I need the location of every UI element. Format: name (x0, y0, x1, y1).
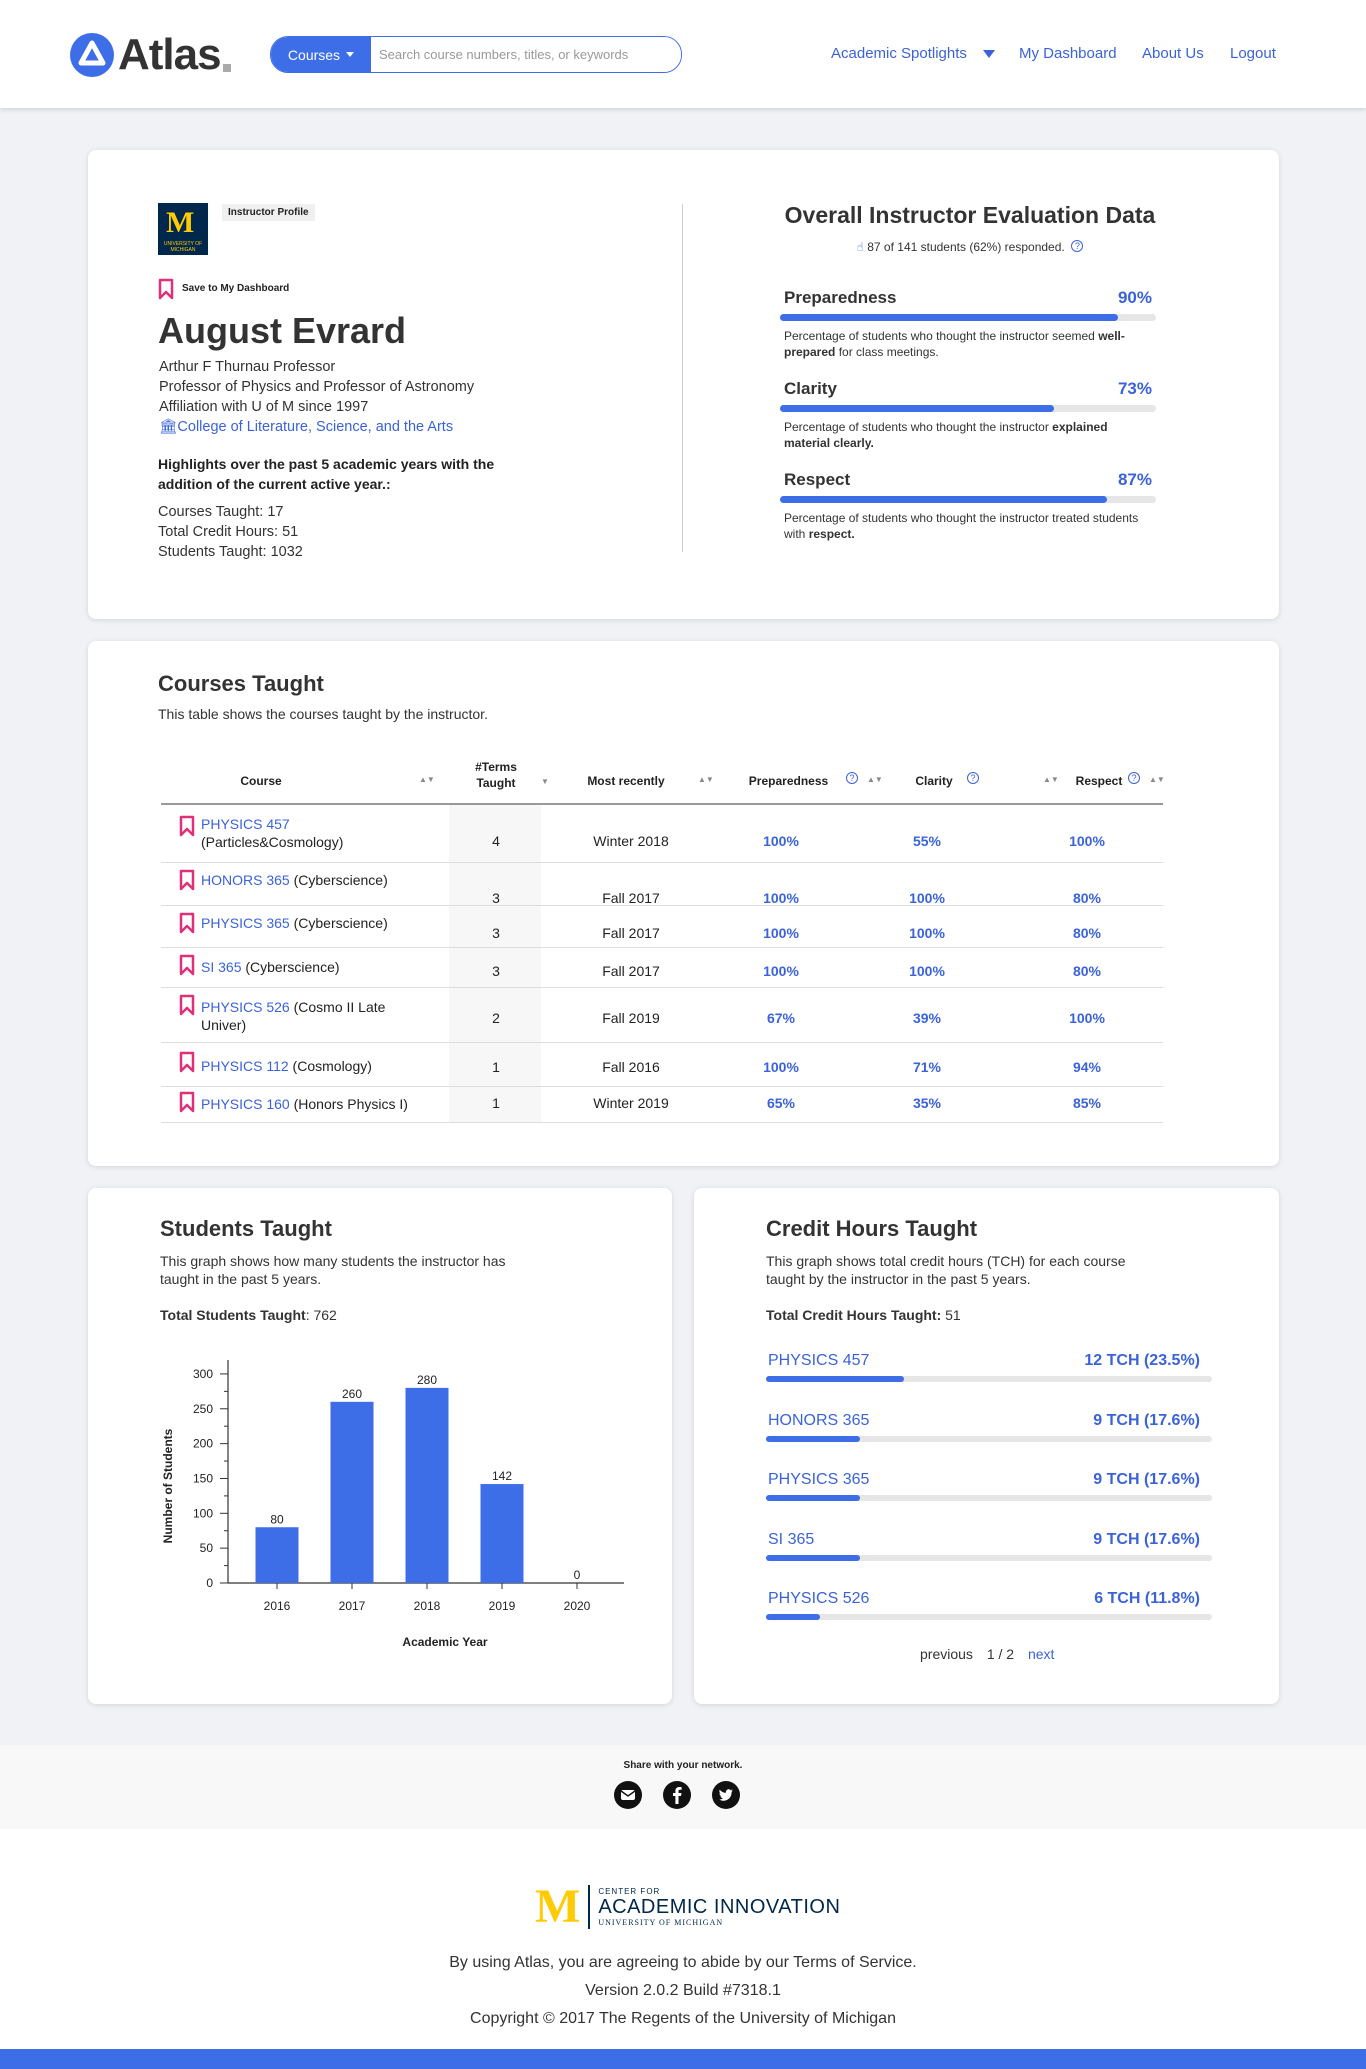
column-header-course[interactable]: Course (240, 774, 282, 788)
divider (682, 204, 683, 552)
bar-value-label: 0 (573, 1568, 581, 1582)
nav-my-dashboard[interactable]: My Dashboard (1019, 45, 1117, 62)
table-row (161, 1087, 1163, 1123)
university-logo-text: UNIVERSITY OF MICHIGAN (163, 241, 203, 253)
course-link[interactable]: PHYSICS 160 (201, 1096, 290, 1112)
credit-hours-stat: Total Credit Hours: 51 (158, 524, 299, 540)
metric-name: Clarity (784, 379, 837, 398)
credit-hours-fill (766, 1376, 904, 1382)
instructor-titles (159, 357, 474, 437)
nav-about-us[interactable]: About Us (1142, 45, 1204, 62)
respect-cell: 85% (1072, 1095, 1102, 1111)
course-link[interactable]: PHYSICS 365 (201, 915, 290, 931)
bookmark-icon[interactable] (179, 1051, 193, 1071)
y-tick-label: 200 (192, 1436, 213, 1451)
header (0, 0, 1366, 108)
metric-desc-text: for class meetings. (835, 345, 939, 359)
credit-hours-fill (766, 1495, 860, 1501)
metric-description (784, 510, 1150, 542)
most-recently-cell: Winter 2018 (593, 833, 669, 849)
respect-cell: 80% (1072, 890, 1102, 906)
respect-cell: 100% (1069, 833, 1105, 849)
students-bar-chart (88, 1188, 672, 1704)
instructor-title: Arthur F Thurnau Professor (159, 359, 336, 375)
share-section (0, 1745, 1366, 1829)
save-to-dashboard-button[interactable] (158, 278, 289, 298)
chevron-down-icon (346, 52, 354, 57)
chevron-down-icon[interactable] (983, 50, 995, 58)
block-m-logo: M (535, 1880, 581, 1933)
most-recently-cell: Fall 2016 (602, 1059, 660, 1075)
table-row (161, 805, 1163, 863)
bar-2019[interactable] (481, 1484, 524, 1583)
column-header-preparedness[interactable]: Preparedness (748, 774, 829, 788)
course-name: (Honors Physics I) (289, 1096, 408, 1112)
block-m-logo: M (166, 206, 195, 239)
credit-hours-fill (766, 1436, 860, 1442)
search-bar (270, 36, 682, 73)
table-row (161, 948, 1163, 988)
x-tick-label: 2016 (263, 1599, 291, 1613)
clarity-cell: 100% (909, 890, 945, 906)
bookmark-icon[interactable] (179, 994, 193, 1014)
bookmark-icon[interactable] (179, 815, 193, 835)
terms-cell: 2 (492, 1010, 500, 1026)
cai-line2: ACADEMIC INNOVATION (598, 1896, 841, 1918)
course-name: (Cyberscience) (245, 959, 340, 975)
bookmark-icon[interactable] (179, 954, 193, 974)
metric-progress-bar (780, 405, 1156, 412)
credit-hours-bar (766, 1376, 1212, 1382)
bookmark-icon[interactable] (179, 1091, 193, 1111)
clarity-cell: 39% (912, 1010, 942, 1026)
email-icon[interactable] (614, 1781, 642, 1809)
course-name: (Cosmology) (288, 1058, 372, 1074)
search-scope-label: Courses (287, 46, 341, 63)
y-tick-label: 300 (192, 1366, 213, 1381)
course-link[interactable]: SI 365 (201, 959, 246, 975)
terms-cell: 3 (492, 890, 500, 906)
course-cell (201, 815, 411, 851)
course-link[interactable]: SI 365 (768, 1530, 815, 1548)
atlas-logo[interactable] (70, 30, 231, 80)
total-credit-hours (766, 1306, 961, 1324)
courses-taught-card (88, 641, 1279, 1166)
column-header-terms[interactable]: #Terms Taught (475, 760, 517, 790)
bar-value-label: 142 (491, 1469, 513, 1484)
column-header-respect[interactable]: Respect (1075, 774, 1123, 788)
course-cell (201, 871, 411, 889)
version-text: Version 2.0.2 Build #7318.1 (585, 1982, 781, 1999)
clarity-cell: 71% (912, 1059, 942, 1075)
bar-value-label: 280 (416, 1372, 438, 1387)
metric-percent: 73% (1117, 379, 1152, 398)
preparedness-cell: 100% (763, 890, 799, 906)
search-scope-dropdown[interactable] (271, 37, 371, 72)
y-tick-label: 50 (199, 1541, 213, 1556)
pagination (920, 1646, 1054, 1662)
y-axis-label: Number of Students (161, 1428, 175, 1544)
course-name: (Particles&Cosmology) (201, 834, 344, 850)
pager-next[interactable]: next (1027, 1646, 1055, 1662)
course-link[interactable]: HONORS 365 (201, 872, 294, 888)
nav-academic-spotlights[interactable]: Academic Spotlights (831, 45, 967, 62)
courses-title: Courses Taught (158, 671, 324, 696)
metric-progress-fill (780, 314, 1118, 321)
terms-cell: 3 (492, 963, 500, 979)
sort-icon[interactable]: ▲▼ (1043, 775, 1059, 784)
metric-name: Respect (784, 470, 851, 489)
bar-2016[interactable] (256, 1527, 299, 1583)
twitter-icon[interactable] (712, 1781, 740, 1809)
university-logo (158, 203, 208, 255)
credit-hours-value: 6 TCH (11.8%) (1094, 1590, 1200, 1607)
credit-hours-bar (766, 1614, 1212, 1620)
credit-hours-subtitle: This graph shows total credit hours (TCH) for each course taught by the instructor in the past 5 years. (766, 1253, 1126, 1287)
students-taught-card (88, 1188, 672, 1704)
academic-innovation-logo[interactable] (535, 1880, 841, 1933)
nav-logout[interactable]: Logout (1230, 45, 1276, 62)
metric-desc-emphasis: well-prepared (784, 329, 1125, 359)
instructor-profile-card (88, 150, 1279, 619)
metric-description (784, 328, 1150, 360)
help-icon[interactable]: ? (846, 772, 858, 784)
course-cell (201, 1095, 411, 1113)
most-recently-cell: Fall 2019 (602, 1010, 660, 1026)
y-tick-label: 100 (192, 1506, 213, 1521)
most-recently-cell: Fall 2017 (602, 890, 660, 906)
copyright-text: Copyright © 2017 The Regents of the University of Michigan (470, 2010, 896, 2027)
instructor-affiliation: Affiliation with U of M since 1997 (159, 399, 369, 415)
credit-hours-bar (766, 1495, 1212, 1501)
bar-value-label: 80 (270, 1512, 284, 1527)
table-row (161, 906, 1163, 948)
x-tick-label: 2017 (338, 1599, 366, 1613)
course-name: (Cosmo II Late Univer) (201, 999, 386, 1033)
credit-hours-fill (766, 1614, 820, 1620)
logo-divider (588, 1885, 590, 1929)
metric-progress-bar (780, 496, 1156, 503)
help-icon[interactable]: ? (1128, 772, 1140, 784)
total-students-value: : 762 (305, 1307, 337, 1323)
metric-progress-bar (780, 314, 1156, 321)
students-title: Students Taught (160, 1216, 332, 1241)
pager-page: 1 / 2 (986, 1646, 1015, 1662)
course-link[interactable]: PHYSICS 457 (768, 1352, 870, 1369)
course-cell (201, 998, 411, 1034)
clarity-cell: 100% (909, 963, 945, 979)
students-subtitle: This graph shows how many students the instructor has taught in the past 5 years. (160, 1253, 506, 1287)
clarity-cell: 35% (912, 1095, 942, 1111)
pager-previous[interactable]: previous (920, 1646, 973, 1662)
terms-cell: 4 (492, 833, 500, 849)
institution-icon: 🏛 (159, 419, 178, 435)
atlas-logo-dot (223, 64, 231, 72)
most-recently-cell: Winter 2019 (593, 1095, 669, 1111)
courses-taught-stat: Courses Taught: 17 (158, 504, 284, 520)
credit-hours-value: 12 TCH (23.5%) (1084, 1352, 1200, 1369)
academic-innovation-text (598, 1887, 840, 1927)
response-rate-text: 87 of 141 students (62%) responded. (867, 240, 1065, 254)
highlights-heading: Highlights over the past 5 academic years with the addition of the current active year.: (158, 456, 495, 492)
course-name: (Cyberscience) (289, 915, 388, 931)
clarity-cell: 55% (912, 833, 942, 849)
search-input[interactable] (371, 37, 681, 72)
table-row (161, 988, 1163, 1043)
respect-cell: 80% (1072, 963, 1102, 979)
course-link[interactable]: PHYSICS 526 (768, 1590, 870, 1607)
instructor-stats (158, 502, 303, 562)
credit-hours-bar (766, 1555, 1212, 1561)
bar-value-label: 260 (341, 1386, 363, 1401)
preparedness-cell: 100% (763, 1059, 799, 1075)
column-header-clarity[interactable]: Clarity (915, 774, 953, 788)
x-tick-label: 2019 (488, 1599, 516, 1613)
course-cell (201, 914, 411, 932)
y-tick-label: 0 (206, 1576, 213, 1590)
respect-cell: 100% (1069, 1010, 1105, 1026)
metric-desc-text: Percentage of students who thought the instructor (784, 420, 1053, 434)
students-taught-stat: Students Taught: 1032 (158, 544, 303, 560)
bookmark-icon (158, 278, 172, 298)
footer-text (0, 1949, 1366, 2033)
instructor-title: Professor of Physics and Professor of Astronomy (159, 379, 475, 395)
x-axis-label: Academic Year (402, 1635, 488, 1649)
bookmark-icon[interactable] (179, 912, 193, 932)
x-tick-label: 2018 (413, 1599, 441, 1613)
course-cell (201, 1057, 411, 1075)
save-to-dashboard-label: Save to My Dashboard (182, 282, 290, 294)
table-row (161, 1043, 1163, 1087)
preparedness-cell: 100% (763, 963, 799, 979)
metric-percent: 90% (1117, 288, 1152, 307)
share-label: Share with your network. (623, 1760, 743, 1771)
total-students-label: Total Students Taught (160, 1307, 306, 1323)
x-tick-label: 2020 (563, 1599, 591, 1613)
course-link[interactable]: PHYSICS 365 (768, 1471, 870, 1488)
metric-progress-fill (780, 405, 1054, 412)
courses-subtitle: This table shows the courses taught by the instructor. (158, 706, 488, 722)
most-recently-cell: Fall 2017 (602, 963, 660, 979)
sort-icon[interactable]: ▲▼ (867, 775, 883, 784)
metric-desc-text: Percentage of students who thought the instructor treated students with (784, 511, 1139, 541)
sort-icon[interactable]: ▲▼ (698, 775, 714, 784)
credit-hours-title: Credit Hours Taught (766, 1216, 978, 1241)
y-tick-label: 150 (192, 1471, 213, 1486)
terms-cell: 1 (492, 1059, 500, 1075)
sort-icon[interactable]: ▲▼ (1149, 775, 1165, 784)
bookmark-icon[interactable] (179, 869, 193, 889)
table-row (161, 863, 1163, 906)
hand-icon: ☝ (856, 240, 864, 254)
college-link[interactable]: College of Literature, Science, and the Arts (177, 419, 454, 435)
metric-desc-emphasis: respect. (808, 527, 855, 541)
respect-cell: 94% (1072, 1059, 1102, 1075)
sort-icon[interactable]: ▼ (541, 777, 549, 786)
bottom-bar (0, 2049, 1366, 2069)
terms-cell: 1 (492, 1095, 500, 1111)
course-name: (Cyberscience) (293, 872, 388, 888)
bar-2018[interactable] (406, 1388, 449, 1583)
credit-hours-card (694, 1188, 1279, 1704)
course-link[interactable]: PHYSICS 526 (201, 999, 290, 1015)
bar-2017[interactable] (331, 1402, 374, 1583)
help-icon[interactable]: ? (1071, 240, 1083, 252)
credit-hours-value: 9 TCH (17.6%) (1093, 1411, 1200, 1429)
terms-text[interactable]: By using Atlas, you are agreeing to abide by our Terms of Service. (449, 1954, 917, 1971)
credit-hours-fill (766, 1555, 860, 1561)
instructor-name: August Evrard (158, 310, 407, 351)
instructor-profile-tag: Instructor Profile (222, 204, 315, 221)
credit-hours-bar (766, 1436, 1212, 1442)
atlas-logo-text: Atlas (118, 30, 221, 79)
atlas-logo-icon (70, 33, 114, 77)
total-credit-hours-label: Total Credit Hours Taught: (766, 1307, 942, 1323)
facebook-icon[interactable] (663, 1781, 691, 1809)
course-link[interactable]: PHYSICS 112 (201, 1058, 289, 1074)
preparedness-cell: 100% (763, 925, 799, 941)
course-link[interactable]: PHYSICS 457 (201, 816, 290, 832)
credit-hours-value: 9 TCH (17.6%) (1093, 1471, 1200, 1488)
metric-desc-emphasis: explained material clearly. (784, 420, 1108, 450)
respect-cell: 80% (1072, 925, 1102, 941)
preparedness-cell: 67% (766, 1010, 796, 1026)
preparedness-cell: 65% (766, 1095, 796, 1111)
metric-desc-text: Percentage of students who thought the instructor seemed (784, 329, 1099, 343)
footer (0, 1829, 1366, 2069)
preparedness-cell: 100% (763, 833, 799, 849)
terms-cell: 3 (492, 925, 500, 941)
response-rate (780, 240, 1160, 254)
credit-hours-value: 9 TCH (17.6%) (1093, 1530, 1200, 1548)
metric-name: Preparedness (784, 288, 897, 307)
course-link[interactable]: HONORS 365 (768, 1411, 870, 1429)
college-link-row (159, 417, 474, 437)
metric-description (784, 419, 1150, 451)
course-cell (201, 958, 411, 976)
sort-icon[interactable]: ▲▼ (419, 775, 435, 784)
metric-progress-fill (780, 496, 1107, 503)
cai-line3: UNIVERSITY OF MICHIGAN (598, 1918, 724, 1927)
most-recently-cell: Fall 2017 (602, 925, 660, 941)
y-tick-label: 250 (192, 1401, 213, 1416)
cai-line1: CENTER FOR (598, 1887, 661, 1896)
share-icons (614, 1781, 740, 1809)
clarity-cell: 100% (909, 925, 945, 941)
evaluation-title: Overall Instructor Evaluation Data (784, 202, 1156, 228)
metric-percent: 87% (1117, 470, 1152, 489)
column-header-most-recently[interactable]: Most recently (587, 774, 665, 788)
help-icon[interactable]: ? (967, 772, 979, 784)
total-credit-hours-value: 51 (941, 1307, 961, 1323)
